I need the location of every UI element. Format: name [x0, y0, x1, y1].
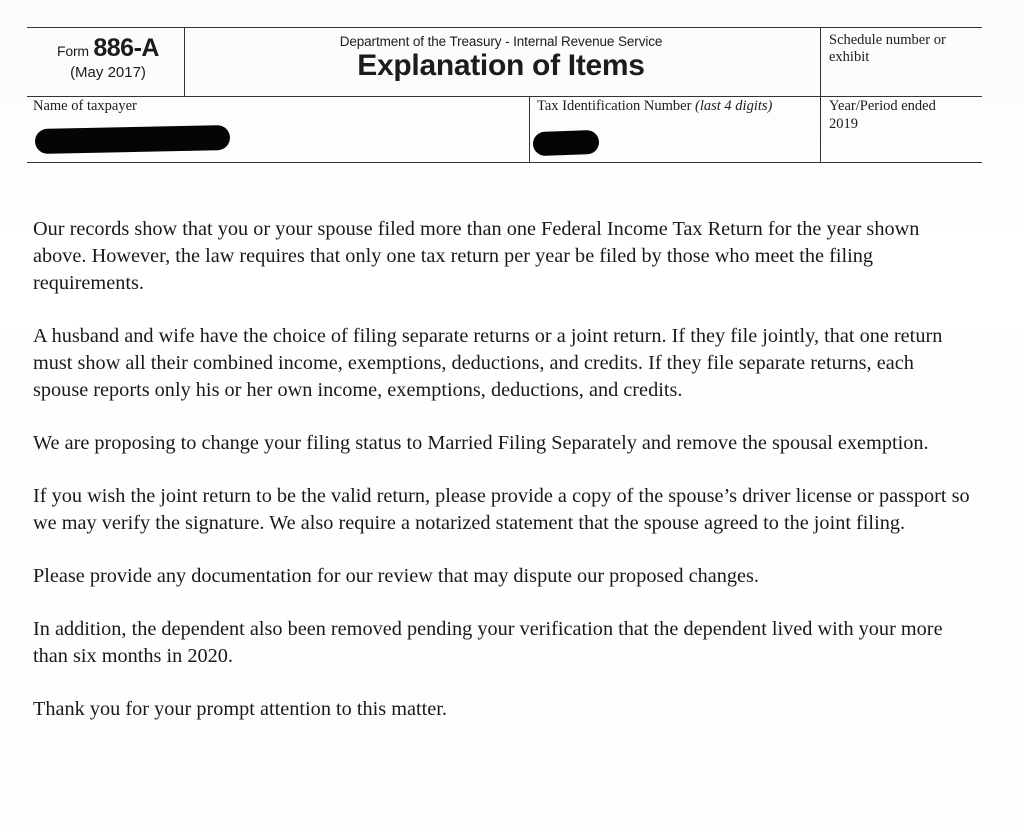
divider: [820, 28, 821, 162]
tin-label-main: Tax Identification Number: [537, 98, 692, 114]
title-block: [185, 34, 817, 83]
paragraph-filing-choice: A husband and wife have the choice of filing separate returns or a joint return. If they file jointly, that one return must show all their combined income, exemptions, deductions, and credits. If they file separate returns, each spouse reports only his or her own income, exemptions, deductions, and credits.: [33, 325, 943, 401]
year-period-value: 2019: [829, 116, 858, 132]
tin-label-italic: (last 4 digits): [695, 98, 773, 114]
taxpayer-name-label: Name of taxpayer: [33, 98, 137, 114]
form-revision-date: (May 2017): [70, 64, 146, 81]
form-header-table: [27, 27, 982, 163]
paragraph-proposed-change: We are proposing to change your filing status to Married Filing Separately and remove the spousal exemption.: [33, 432, 929, 454]
paragraph-joint-return-requirements: If you wish the joint return to be the valid return, please provide a copy of the spouse’s driver license or passport so we may verify the signature. We also require a notarized statement that the spouse agreed to the joint filing.: [33, 485, 970, 534]
department-name: Department of the Treasury - Internal Revenue Service: [339, 34, 663, 49]
paragraph-closing: Thank you for your prompt attention to this matter.: [33, 698, 448, 720]
paragraph-duplicate-returns: Our records show that you or your spouse filed more than one Federal Income Tax Return for the year shown above. However, the law requires that only one tax return per year be filed by those who meet the filing requirements.: [33, 218, 920, 294]
paragraph-documentation-request: Please provide any documentation for our review that may dispute our proposed changes.: [33, 565, 759, 587]
redacted-taxpayer-name: [35, 125, 230, 154]
explanation-body: [33, 216, 973, 723]
form-word: Form: [57, 43, 89, 59]
redacted-tin: [533, 130, 600, 156]
tin-label: [537, 98, 772, 115]
schedule-label: Schedule number or exhibit: [829, 32, 946, 65]
divider: [529, 96, 530, 162]
form-title: Explanation of Items: [357, 49, 645, 82]
paragraph-dependent-removal: In addition, the dependent also been removed pending your verification that the dependent lived with your more than six months in 2020.: [33, 618, 943, 667]
form-number: 886-A: [93, 34, 159, 62]
form-identifier: [33, 34, 183, 81]
year-period-label: Year/Period ended: [829, 98, 936, 114]
